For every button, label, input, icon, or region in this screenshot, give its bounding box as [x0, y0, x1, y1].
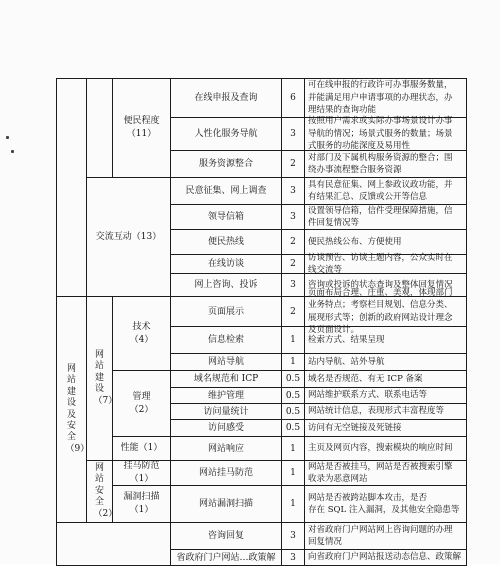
description-cell [304, 460, 467, 486]
description-cell [304, 370, 467, 388]
score-cell-text: 0.5 [285, 374, 301, 384]
item-cell-text: 维护管理 [207, 390, 244, 401]
item-cell-text: 信息检索 [207, 335, 244, 345]
item-cell-text: 人性化服务导航 [194, 129, 258, 139]
item-cell [170, 460, 282, 486]
score-cell-text: 3 [290, 186, 296, 196]
score-cell [281, 296, 305, 327]
description-cell [304, 78, 467, 118]
description-cell [304, 549, 467, 566]
description-cell [304, 353, 467, 371]
score-cell-text: 2 [290, 159, 296, 169]
description-cell [304, 522, 467, 550]
description-cell [304, 287, 467, 335]
score-cell [281, 326, 305, 354]
item-cell-text: 网站漏洞扫描 [198, 499, 253, 509]
category-bianmin-text: 便民程度 （11） [123, 116, 160, 139]
item-cell-text: 省政府门户网站…政策解 [176, 552, 276, 563]
description-cell [304, 485, 467, 523]
score-cell-text: 1 [290, 335, 296, 345]
description-cell [304, 204, 467, 230]
category-jishu [112, 296, 171, 371]
item-cell-text: 访问量统计 [203, 406, 249, 417]
score-cell-text: 3 [290, 552, 296, 563]
item-cell-text: 网站响应 [207, 443, 244, 454]
description-cell-text: 页面布局合理、庄重、美观，体现部门 业务特点；考察栏目规划、信息分类、 展现形式等；创新的政府网站设计理念 及页面设计。 [308, 287, 453, 335]
item-cell-text: 网站导航 [207, 357, 244, 367]
score-cell [281, 387, 305, 404]
item-cell [170, 177, 282, 205]
score-cell [281, 419, 305, 437]
score-cell [281, 117, 305, 151]
description-cell [304, 436, 467, 461]
score-cell-text: 2 [290, 237, 296, 247]
description-cell-text: 域名是否规范、有无 ICP 备案 [308, 373, 423, 384]
category-guanli [112, 370, 171, 437]
item-cell [170, 522, 282, 550]
item-cell-text: 在线访谈 [207, 259, 244, 269]
description-cell-text: 对部门及下属机构服务资源的整合；围 绕办事流程整合服务资源 [308, 152, 453, 175]
category-jiaoliu-text: 交流互动（13） [95, 231, 162, 242]
score-cell-text: 3 [290, 129, 296, 139]
category-loudong-text: 漏洞扫描 （1） [123, 492, 160, 515]
score-cell [281, 229, 305, 255]
item-cell-text: 咨询回复 [207, 531, 244, 541]
category-guama [112, 460, 171, 486]
item-cell-text: 网上咨询、投诉 [194, 280, 258, 290]
score-cell-text: 3 [290, 280, 296, 290]
description-cell-text: 便民热线公布、方便使用 [308, 236, 402, 247]
category-guama-text: 挂马防范 （1） [123, 461, 160, 484]
score-cell [281, 150, 305, 178]
category-main-section [56, 296, 90, 523]
category-bianmin [112, 78, 171, 178]
item-cell-text: 域名规范和 ICP [193, 374, 259, 384]
item-cell [170, 370, 282, 388]
score-cell [281, 522, 305, 550]
score-cell [281, 78, 305, 118]
description-cell [304, 177, 467, 205]
item-cell [170, 485, 282, 523]
score-cell-text: 0.5 [285, 406, 301, 417]
scan-mark [11, 150, 14, 153]
description-cell-text: 网站维护联系方式、联系电话等 [308, 390, 428, 401]
category-wangzhan-anquan-text: 网站安全（2） [93, 462, 118, 519]
score-cell-text: 3 [290, 212, 296, 222]
description-cell [304, 117, 467, 151]
item-cell [170, 387, 282, 404]
blank-col-b [86, 78, 113, 178]
description-cell-text: 可在线申报的行政许可办事服务数量， 并能满足用户申请事项的办理状态，办 理结果的查询功能 [308, 80, 453, 116]
score-cell-text: 1 [290, 357, 296, 367]
category-jishu-text: 技术 （4） [129, 321, 154, 345]
category-loudong [112, 485, 171, 523]
item-cell-text: 页面展示 [207, 306, 244, 317]
blank-bottom-left [56, 522, 171, 566]
category-main-section-text: 网站建设及安全（9） [65, 363, 90, 454]
score-cell [281, 370, 305, 388]
category-wangzhan-anquan [86, 460, 118, 523]
score-cell-text: 1 [290, 443, 296, 454]
description-cell [304, 387, 467, 404]
item-cell [170, 326, 282, 354]
category-jiaoliu [86, 177, 171, 297]
item-cell-text: 领导信箱 [207, 212, 244, 222]
item-cell [170, 117, 282, 151]
item-cell-text: 访问感受 [207, 423, 244, 433]
description-cell [304, 150, 467, 178]
description-cell-text: 具有民意征集、网上参政议政功能，并 有结果汇总、反馈或公开等信息 [308, 179, 453, 202]
score-cell-text: 2 [290, 259, 296, 269]
description-cell [304, 419, 467, 437]
item-cell [170, 353, 282, 371]
description-cell-text: 网站是否被挂马，网站是否被搜索引擎 收录为恶意网站 [308, 461, 453, 484]
description-cell-text: 对省政府门户网站网上咨询问题的办理 回复情况 [308, 524, 453, 547]
item-cell-text: 服务资源整合 [198, 159, 253, 169]
description-cell [304, 403, 467, 420]
score-cell [281, 549, 305, 566]
item-cell [170, 403, 282, 420]
description-cell-text: 访问有无空链接及死链接 [308, 422, 402, 433]
description-cell-text: 网站是否被跨站脚本攻击，是否 存在 SQL 注入漏洞，及其他安全隐患等 [308, 492, 460, 515]
score-cell [281, 353, 305, 371]
score-cell-text: 1 [290, 499, 296, 509]
item-cell [170, 296, 282, 327]
score-cell [281, 485, 305, 523]
item-cell-text: 便民热线 [207, 237, 244, 247]
description-cell-text: 网站统计信息，表现形式丰富程度等 [308, 406, 445, 417]
item-cell [170, 229, 282, 255]
score-cell-text: 6 [290, 93, 296, 103]
category-wangzhan-jianshe [86, 296, 118, 461]
score-cell [281, 204, 305, 230]
category-wangzhan-jianshe-text: 网站建设（7） [93, 349, 118, 406]
score-cell-text: 0.5 [285, 390, 301, 401]
item-cell-text: 民意征集、网上调查 [185, 186, 267, 196]
description-cell-text: 咨询或投诉的状态查询及整体回复情况 [308, 279, 453, 290]
score-cell-text: 2 [290, 306, 296, 317]
score-cell-text: 1 [290, 468, 296, 478]
description-cell [304, 326, 467, 354]
item-cell [170, 436, 282, 461]
score-cell [281, 460, 305, 486]
description-cell-text: 设置领导信箱，信件受理保障措施，信 件回复情况等 [308, 205, 453, 228]
score-cell [281, 273, 305, 297]
description-cell-text: 向省政府门户网站报送动态信息、政策解 [308, 552, 462, 563]
item-cell [170, 204, 282, 230]
description-cell-text: 主页及网页内容，搜索模块的响应时间 [308, 443, 453, 454]
description-cell-text: 访谈预告、访谈主题内容，公众实时在 线交流等 [308, 252, 453, 275]
item-cell [170, 254, 282, 274]
score-cell [281, 177, 305, 205]
description-cell-text: 站内导航、站外导航 [308, 356, 385, 367]
item-cell [170, 150, 282, 178]
score-cell [281, 403, 305, 420]
item-cell-text: 在线申报及查询 [194, 93, 258, 103]
description-cell-text: 按照用户需求或实际办事场景设计办事 导航的情况；场景式服务的数量；场景 式服务的功能深度及易用性 [308, 116, 453, 152]
blank-col-a [56, 78, 87, 297]
category-xingneng-text: 性能（1） [120, 443, 163, 453]
score-cell [281, 254, 305, 274]
category-guanli-text: 管理 （2） [129, 391, 154, 415]
item-cell [170, 419, 282, 437]
score-cell-text: 0.5 [285, 423, 301, 433]
item-cell [170, 78, 282, 118]
description-cell [304, 254, 467, 274]
item-cell [170, 549, 282, 566]
description-cell-text: 检索方式、结果呈现 [308, 334, 385, 345]
category-xingneng [112, 436, 171, 461]
score-cell [281, 436, 305, 461]
item-cell-text: 网站挂马防范 [198, 468, 253, 478]
item-cell [170, 273, 282, 297]
score-cell-text: 3 [290, 531, 296, 541]
scan-mark [6, 136, 9, 139]
